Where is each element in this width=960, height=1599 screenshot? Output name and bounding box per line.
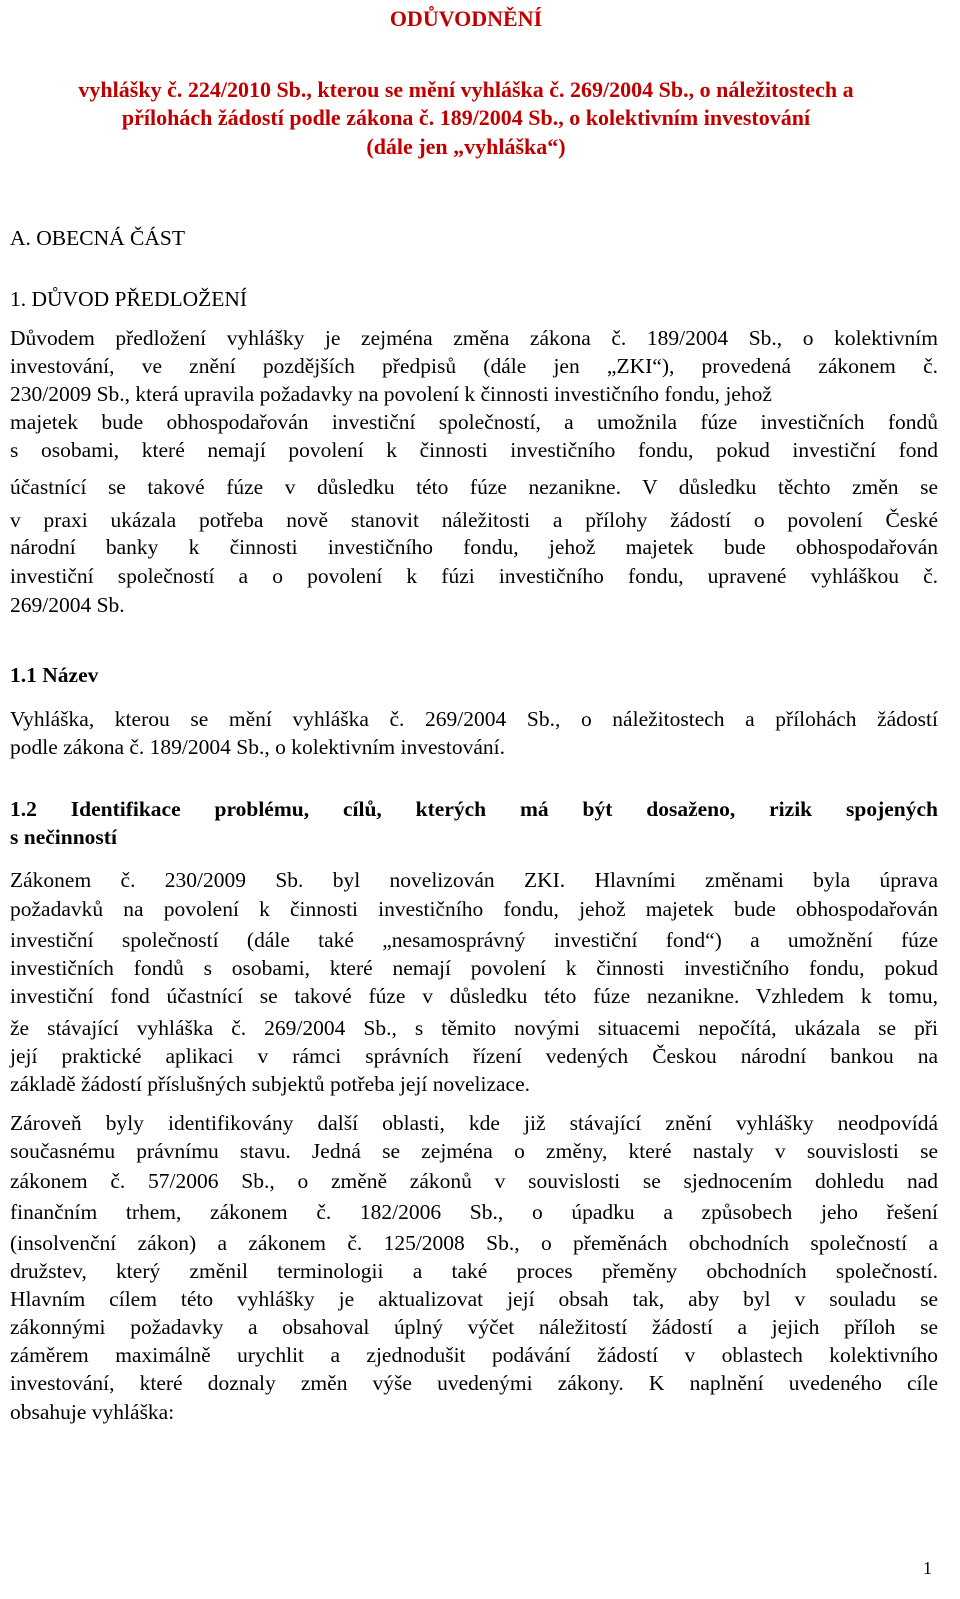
document-subtitle-line: přílohách žádostí podle zákona č. 189/2004 Sb., o kolektivním investování	[121, 105, 811, 130]
paragraph-line: s osobami, které nemají povolení k činnosti investičního fondu, pokud investiční fond	[10, 438, 938, 462]
paragraph-line: finančním trhem, zákonem č. 182/2006 Sb., o úpadku a způsobech jeho řešení	[10, 1200, 938, 1224]
heading-line: 1.2 Identifikace problému, cílů, kterých má být dosaženo, rizik spojených	[10, 797, 938, 821]
paragraph-line: družstev, který změnil terminologii a také proces přeměny obchodních společností.	[10, 1259, 938, 1283]
paragraph-line: Hlavním cílem této vyhlášky je aktualizovat její obsah tak, aby byl v souladu se	[10, 1287, 938, 1311]
paragraph-line: investiční společností a o povolení k fúzi investičního fondu, upravené vyhláškou č.	[10, 564, 938, 588]
paragraph-line: záměrem maximálně urychlit a zjednodušit podávání žádostí v oblastech kolektivního	[10, 1343, 938, 1367]
paragraph-line: podle zákona č. 189/2004 Sb., o kolektivním investování.	[10, 735, 506, 759]
paragraph-line: Zároveň byly identifikovány další oblasti, kde již stávající znění vyhlášky neodpovídá	[10, 1111, 938, 1135]
paragraph-line: v praxi ukázala potřeba nově stanovit náležitosti a přílohy žádostí o povolení České	[10, 508, 938, 532]
paragraph-line: investování, které doznaly změn výše uvedenými zákony. K naplnění uvedeného cíle	[10, 1371, 938, 1395]
paragraph-line: účastnící se takové fúze v důsledku této fúze nezanikne. V důsledku těchto změn se	[10, 475, 938, 499]
paragraph-line: investiční společností (dále také „nesamosprávný investiční fond“) a umožnění fúze	[10, 928, 938, 952]
heading-line: s nečinností	[10, 825, 117, 849]
paragraph-line: zákonem č. 57/2006 Sb., o změně zákonů v souvislosti se sjednocením dohledu nad	[10, 1169, 938, 1193]
section-heading-1: 1. DŮVOD PŘEDLOŽENÍ	[10, 287, 248, 311]
section-heading-1-1: 1.1 Název	[10, 663, 99, 687]
paragraph-line: 269/2004 Sb.	[10, 593, 125, 617]
paragraph-line: základě žádostí příslušných subjektů potřeba její novelizace.	[10, 1072, 530, 1096]
paragraph-line: Důvodem předložení vyhlášky je zejména změna zákona č. 189/2004 Sb., o kolektivním	[10, 326, 938, 350]
paragraph-line: národní banky k činnosti investičního fondu, jehož majetek bude obhospodařován	[10, 535, 938, 559]
paragraph-line: Zákonem č. 230/2009 Sb. byl novelizován ZKI. Hlavními změnami byla úprava	[10, 868, 938, 892]
paragraph-line: majetek bude obhospodařován investiční společností, a umožnila fúze investičních fondů	[10, 410, 938, 434]
paragraph-line: současnému právnímu stavu. Jedná se zejména o změny, které nastaly v souvislosti se	[10, 1139, 938, 1163]
document-subtitle-line: vyhlášky č. 224/2010 Sb., kterou se mění vyhláška č. 269/2004 Sb., o náležitostech a	[78, 77, 854, 102]
section-heading-a: A. OBECNÁ ČÁST	[10, 226, 186, 250]
paragraph-line: Vyhláška, kterou se mění vyhláška č. 269/2004 Sb., o náležitostech a přílohách žádostí	[10, 707, 938, 731]
document-title: ODŮVODNĚNÍ	[389, 6, 543, 31]
paragraph-line: (insolvenční zákon) a zákonem č. 125/2008 Sb., o přeměnách obchodních společností a	[10, 1231, 938, 1255]
paragraph-line: investiční fond účastnící se takové fúze v důsledku této fúze nezanikne. Vzhledem k tomu,	[10, 984, 938, 1008]
page-number: 1	[923, 1558, 932, 1578]
paragraph-line: zákonnými požadavky a obsahoval úplný výčet náležitostí žádostí a jejich příloh se	[10, 1315, 938, 1339]
paragraph-line: že stávající vyhláška č. 269/2004 Sb., s těmito novými situacemi nepočítá, ukázala se při	[10, 1016, 938, 1040]
document-subtitle-line: (dále jen „vyhláška“)	[366, 134, 566, 159]
paragraph-line: 230/2009 Sb., která upravila požadavky na povolení k činnosti investičního fondu, jehož	[10, 382, 772, 406]
paragraph-line: požadavků na povolení k činnosti investičního fondu, jehož majetek bude obhospodařován	[10, 897, 938, 921]
paragraph-line: investičních fondů s osobami, které nemají povolení k činnosti investičního fondu, pokud	[10, 956, 938, 980]
paragraph-line: obsahuje vyhláška:	[10, 1400, 175, 1424]
paragraph-line: její praktické aplikaci v rámci správních řízení vedených Českou národní bankou na	[10, 1044, 938, 1068]
paragraph-line: investování, ve znění pozdějších předpisů (dále jen „ZKI“), provedená zákonem č.	[10, 354, 938, 378]
